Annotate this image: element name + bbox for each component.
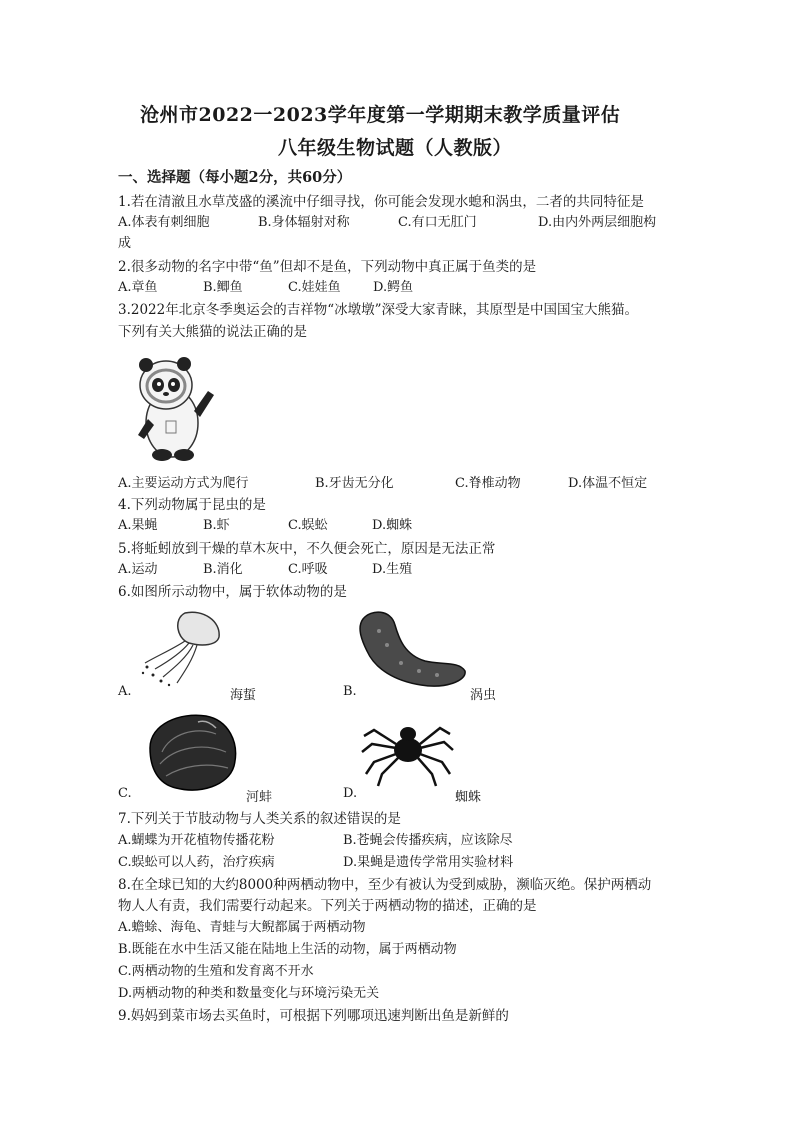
- question-3-stem-line1: 3.2022年北京冬季奥运会的吉祥物“冰墩墩”深受大家青睐，其原型是中国国宝大熊猫。: [118, 302, 639, 318]
- question-1-stem: 1.若在清澈且水草茂盛的溪流中仔细寻找，你可能会发现水螅和涡虫，二者的共同特征是: [118, 194, 644, 210]
- q7-option-a: A.蝴蝶为开花植物传播花粉: [118, 833, 275, 848]
- q5-option-c: C.呼吸: [288, 562, 328, 577]
- bing-dwen-dwen-mascot-image: [128, 355, 218, 463]
- q8-option-b: B.既能在水中生活又能在陆地上生活的动物，属于两栖动物: [118, 942, 457, 957]
- flatworm-image: [355, 605, 470, 693]
- q6-option-d-letter: D.: [343, 786, 358, 801]
- clam-image: [140, 708, 242, 796]
- q7-option-d: D.果蝇是遗传学常用实验材料: [343, 855, 514, 870]
- q3-option-c: C.脊椎动物: [455, 476, 521, 491]
- q4-option-b: B.虾: [203, 518, 230, 533]
- spider-image: [360, 710, 455, 788]
- exam-title-line1: 沧州市2022一2023学年度第一学期期末教学质量评估: [140, 104, 621, 126]
- q6-option-a-name: 海蜇: [230, 688, 257, 703]
- q1-option-a: A.体表有刺细胞: [118, 215, 210, 230]
- q1-option-c: C.有口无肛门: [398, 215, 477, 230]
- q5-option-d: D.生殖: [372, 562, 413, 577]
- q3-option-a: A.主要运动方式为爬行: [118, 476, 249, 491]
- q5-option-b: B.消化: [203, 562, 243, 577]
- q6-option-c-letter: C.: [118, 786, 132, 801]
- q6-option-a-letter: A.: [118, 684, 132, 699]
- question-3-stem-line2: 下列有关大熊猫的说法正确的是: [118, 324, 307, 340]
- q7-option-c: C.蜈蚣可以人药，治疗疾病: [118, 855, 275, 870]
- q2-option-b: B.鲫鱼: [203, 280, 243, 295]
- q4-option-d: D.蜘蛛: [372, 518, 413, 533]
- q6-option-c-name: 河蚌: [246, 790, 273, 805]
- q2-option-a: A.章鱼: [118, 280, 158, 295]
- q8-option-d: D.两栖动物的种类和数量变化与环境污染无关: [118, 986, 380, 1001]
- q1-option-b: B.身体辐射对称: [258, 215, 350, 230]
- exam-title-line2: 八年级生物试题（人教版）: [278, 137, 513, 159]
- q2-option-d: D.鳄鱼: [373, 280, 414, 295]
- q3-option-b: B.牙齿无分化: [315, 476, 394, 491]
- section-heading: 一、选择题（每小题2分，共60分）: [118, 169, 352, 186]
- q4-option-a: A.果蝇: [118, 518, 158, 533]
- q1-option-d-continued: 成: [118, 236, 132, 251]
- question-4-stem: 4.下列动物属于昆虫的是: [118, 497, 266, 513]
- q6-option-b-name: 涡虫: [470, 688, 497, 703]
- question-8-stem-line2: 物人人有责，我们需要行动起来。下列关于两栖动物的描述，正确的是: [118, 898, 537, 914]
- q7-option-b: B.苍蝇会传播疾病，应该除尽: [343, 833, 513, 848]
- q4-option-c: C.蜈蚣: [288, 518, 328, 533]
- question-6-stem: 6.如图所示动物中，属于软体动物的是: [118, 584, 347, 600]
- question-8-stem-line1: 8.在全球已知的大约8000种两栖动物中，至少有被认为受到威胁，濒临灭绝。保护两栖动: [118, 877, 652, 893]
- question-2-stem: 2.很多动物的名字中带“鱼”但却不是鱼，下列动物中真正属于鱼类的是: [118, 259, 537, 275]
- q8-option-a: A.蟾蜍、海龟、青蛙与大鲵都属于两栖动物: [118, 920, 366, 935]
- q5-option-a: A.运动: [118, 562, 158, 577]
- q6-option-d-name: 蜘蛛: [455, 790, 482, 805]
- q1-option-d: D.由内外两层细胞构: [538, 215, 657, 230]
- q3-option-d: D.体温不恒定: [568, 476, 648, 491]
- jellyfish-image: [133, 605, 233, 690]
- q8-option-c: C.两栖动物的生殖和发育离不开水: [118, 964, 314, 979]
- question-7-stem: 7.下列关于节肢动物与人类关系的叙述错误的是: [118, 811, 401, 827]
- q2-option-c: C.娃娃鱼: [288, 280, 341, 295]
- question-5-stem: 5.将蚯蚓放到干燥的草木灰中，不久便会死亡，原因是无法正常: [118, 541, 496, 557]
- q6-option-b-letter: B.: [343, 684, 357, 699]
- question-9-stem: 9.妈妈到菜市场去买鱼时，可根据下列哪项迅速判断出鱼是新鲜的: [118, 1008, 509, 1024]
